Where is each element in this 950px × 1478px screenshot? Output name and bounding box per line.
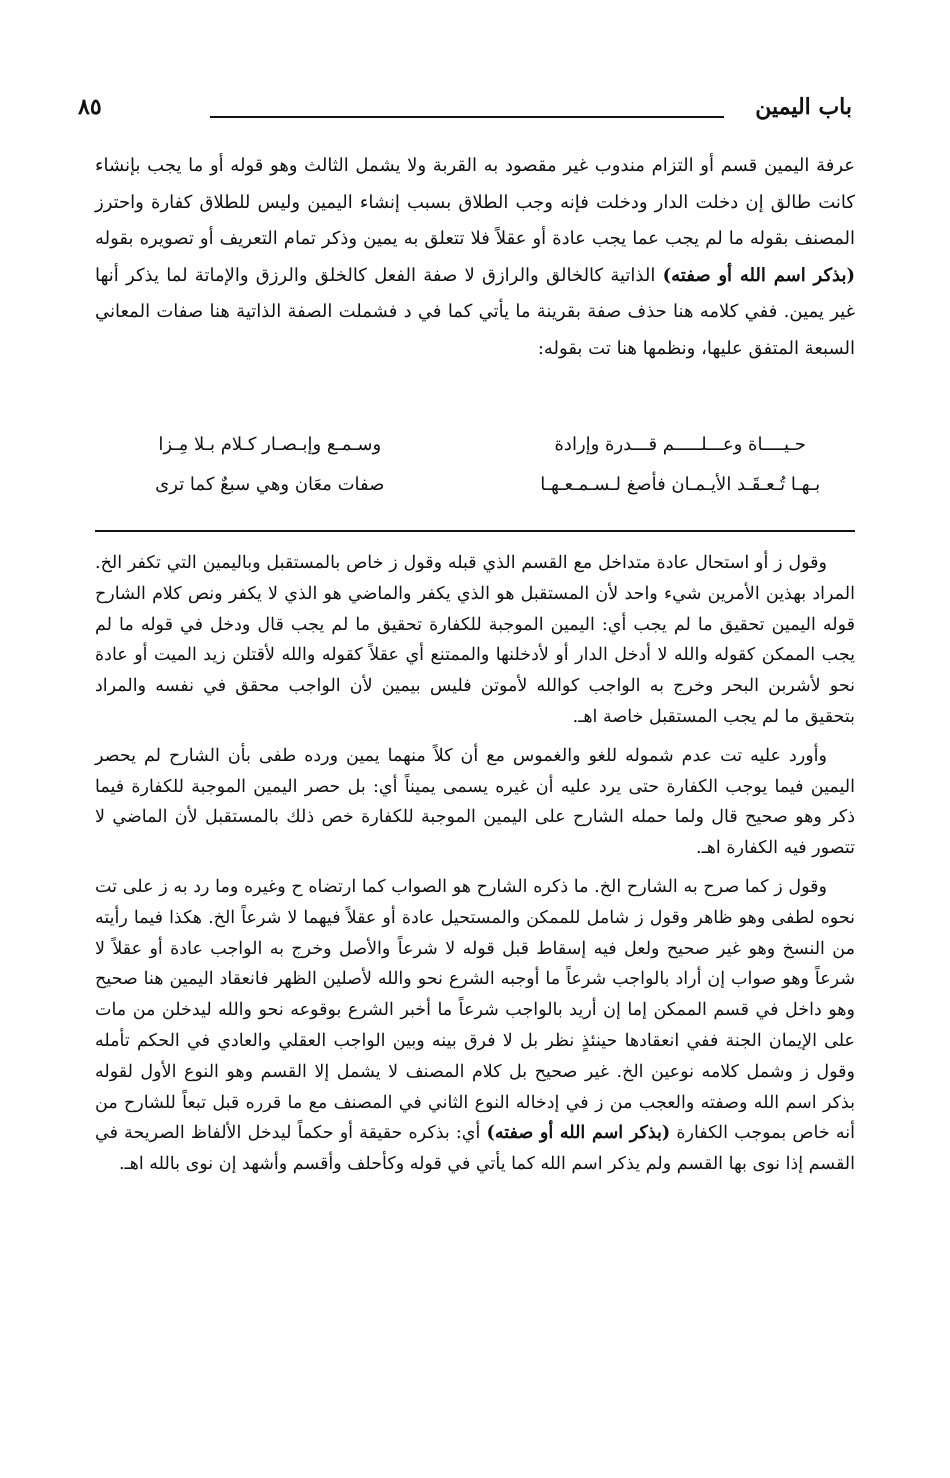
chapter-title: باب اليمين	[755, 94, 852, 120]
main-text-part-1: عرفة اليمين قسم أو التزام مندوب غير مقصود به القربة ولا يشمل الثالث وهو قوله أو ما يجب بإنشاء كانت طالق إن دخلت الدار ودخلت فإنه وجب الطلاق بسبب إنشاء اليمين وليس للطلاق كفارة واحترز المصنف بقوله ما لم يجب عما يجب عادة أو عقلاً فلا تتعلق به يمين وذكر تمام التعريف أو تصويره بقوله	[95, 155, 855, 249]
header-rule	[210, 116, 724, 118]
footnote-paragraph: وأورد عليه تت عدم شموله للغو والغموس مع أن كلاً منهما يمين ورده طفى بأن الشارح لم يحصر اليمين فيما يوجب الكفارة حتى يرد عليه أن غيره يسمى يميناً أي: بل حصر اليمين الموجبة للكفارة فيما ذكر وهو صحيح قال ولما حمله الشارح على اليمين الموجبة للكفارة خص ذلك بالمستقبل لأن الماضي لا تتصور فيه الكفارة اهـ.	[95, 745, 855, 859]
poem-hemistich-first: حـيــــاة وعـــلـــــم قـــدرة وإرادة	[554, 434, 806, 455]
poem	[95, 425, 855, 505]
poem-line	[95, 465, 855, 505]
main-paragraph	[95, 148, 855, 367]
poem-hemistich-first: بـهـا تُـعـقَـد الأيـمـان فأصغ لـسـمـعـهـا	[540, 474, 821, 495]
footnote-text-part-1: وقول ز كما صرح به الشارح الخ. ما ذكره الشارح هو الصواب كما ارتضاه ح وغيره وما رد به ز على تت نحوه لطفى وهو ظاهر وقول ز شامل للممكن والمستحيل عادة أو عقلاً فيهما لا شرعاً الخ. هكذا فيما رأيته من النسخ وهو غير صحيح ولعل فيه إسقاط قبل قوله لا شرعاً والأصل وخرج به الواجب عادة أو عقلاً لا شرعاً وهو صواب إن أراد بالواجب شرعاً ما أوجبه الشرع نحو والله لأصلين الظهر فانعقاد اليمين هنا صحيح وهو داخل في قسم الممكن إما إن أريد بالواجب شرعاً ما أخبر الشرع بوقوعه نحو والله ليدخلن من مات على الإيمان الجنة ففي انعقادها حينئذٍ نظر بل لا فرق بينه وبين الواجب العقلي والعادي في الحكم تأمله وقول ز وشمل كلامه نوعين الخ. غير صحيح بل كلام المصنف لا يشمل إلا القسم وهو النوع الأول لقوله بذكر اسم الله وصفته والعجب من ز في إدخاله النوع الثاني في المصنف مع ما قرره قبل تبعاً للشارح من أنه خاص بموجب الكفارة	[95, 876, 855, 1144]
main-text-bold-phrase: (بذكر اسم الله أو صفته)	[662, 264, 855, 286]
footnote-paragraph: وقول ز أو استحال عادة متداخل مع القسم الذي قبله وقول ز خاص بالمستقبل وباليمين التي تكفر الخ. المراد بهذين الأمرين شيء واحد لأن المستقبل هو الذي يكفر والماضي هو الذي لا يكفر ونص كلام الشارح قوله اليمين تحقيق ما لم يجب أي: اليمين الموجبة للكفارة تحقيق ما لم يجب قال ودخل في قوله ما لم يجب الممكن كقوله والله لا أدخل الدار أو لأدخلنها والممتنع أي عقلاً كقوله والله لأقتلن زيد الميت أو عادة نحو لأشربن البحر وخرج به الواجب كوالله لأموتن فليس بيمين لأن الواجب محقق في نفسه والمراد بتحقيق ما لم يجب المستقبل خاصة اهـ.	[95, 553, 855, 727]
page-number: ٨٥	[78, 94, 102, 120]
poem-hemistich-second: صفات معَان وهي سبعٌ كما ترى	[155, 474, 385, 495]
footnote-bold-phrase: (بذكر اسم الله أو صفته)	[486, 1123, 671, 1144]
main-text-part-2: الذاتية كالخالق والرازق لا صفة الفعل كالخلق والرزق والإماتة لما يذكر أنها غير يمين. ففي كلامه هنا حذف صفة بقرينة ما يأتي كما في د فشملت الصفة الذاتية هنا صفات المعاني السبعة المتفق عليها، ونظمها هنا تت بقوله:	[95, 264, 855, 359]
footnotes	[95, 548, 855, 1180]
page-header	[70, 88, 852, 128]
footnote-paragraph	[95, 872, 855, 1180]
main-text	[95, 148, 855, 367]
footnote-text-part-2: أي: بذكره حقيقة أو حكماً ليدخل الألفاظ الصريحة في القسم إذا نوى بها القسم ولم يذكر اسم الله كما يأتي في قوله وكأحلف وأقسم وأشهد إن نوى بالله اهـ.	[95, 1123, 855, 1175]
poem-line	[95, 425, 855, 465]
footnote-separator	[95, 530, 855, 532]
poem-hemistich-second: وسـمـع وإبـصـار كـلام بـلا مِـزا	[158, 434, 382, 455]
